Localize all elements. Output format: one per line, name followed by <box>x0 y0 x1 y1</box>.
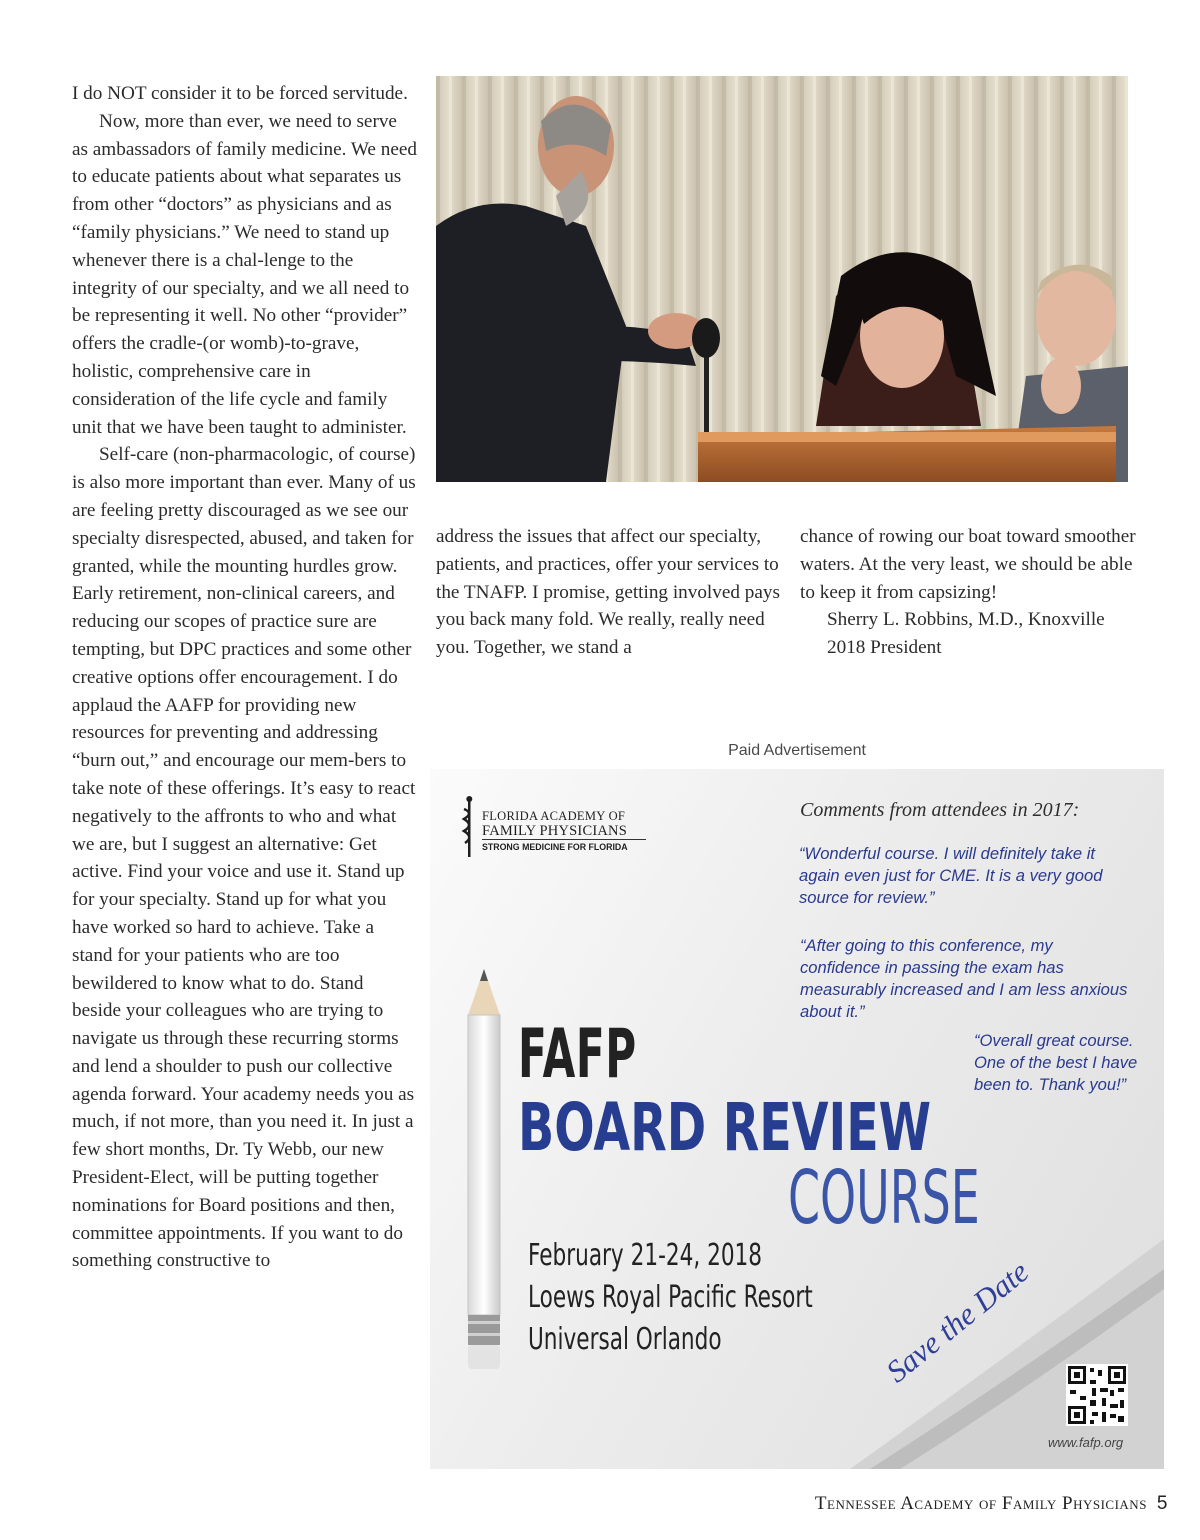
article-middle-column <box>436 523 781 662</box>
article-paragraph: I do NOT consider it to be forced servitude. <box>72 83 408 104</box>
fafp-logo <box>460 793 640 863</box>
publication-name: Tennessee Academy of Family Physicians <box>814 1493 1147 1514</box>
logo-line-2: FAMILY PHYSICIANS <box>482 823 627 839</box>
attendee-quote: “Wonderful course. I will definitely take it again even just for CME. It is a very good source for review.” <box>799 844 1103 907</box>
logo-tagline: STRONG MEDICINE FOR FLORIDA <box>482 842 628 852</box>
article-paragraph: address the issues that affect our specialty, patients, and practices, offer your services to the TNAFP. I promise, getting involved pays you back many fold. We really, really need you. Together, we stand a <box>436 526 780 659</box>
save-the-date-label: Save the Date <box>879 1253 1036 1390</box>
page-number: 5 <box>1156 1493 1168 1514</box>
ad-headline-course: COURSE <box>788 1155 980 1241</box>
qr-code-icon[interactable] <box>1066 1364 1128 1426</box>
fafp-advertisement[interactable] <box>430 769 1164 1469</box>
author-signature: Sherry L. Robbins, M.D., Knoxville <box>827 609 1105 631</box>
article-right-column <box>800 523 1140 662</box>
logo-line-1: FLORIDA ACADEMY OF <box>482 809 626 823</box>
ad-caption: Paid Advertisement <box>728 742 866 759</box>
event-venue: Loews Royal Pacific Resort <box>528 1280 813 1315</box>
pencil-icon <box>454 969 514 1399</box>
ad-headline-board-review: BOARD REVIEW <box>518 1089 932 1166</box>
page-footer <box>815 1493 1168 1515</box>
event-date: February 21-24, 2018 <box>528 1238 763 1273</box>
event-city: Universal Orlando <box>528 1322 722 1357</box>
article-paragraph: Now, more than ever, we need to serve as ambassadors of family medicine. We need to educate patients about what separates us from other “doctors” as physicians and as “family physicians.” We need to stand up whenever there is a chal-lenge to the integrity of our specialty, and we all need to be representing it well. No other “provider” offers the cradle-(or womb)-to-grave, holistic, comprehensive care in consideration of the life cycle and family unit that we have been taught to administer. <box>72 110 417 438</box>
attendee-quote: “Overall great course. One of the best I have been to. Thank you!” <box>974 1031 1138 1094</box>
comments-heading: Comments from attendees in 2017: <box>800 799 1080 821</box>
logo-divider <box>482 839 646 840</box>
ad-website-link[interactable]: www.fafp.org <box>1048 1435 1124 1450</box>
attendee-quote: “After going to this conference, my confidence in passing the exam has measurably increased and I am less anxious about it.” <box>800 936 1128 1021</box>
article-left-column <box>72 80 417 1275</box>
ad-headline-fafp: FAFP <box>518 1015 637 1094</box>
award-ceremony-photo <box>436 76 1128 482</box>
author-title: 2018 President <box>827 637 942 659</box>
article-paragraph: Self-care (non-pharmacologic, of course) is also more important than ever. Many of us are feeling pretty discouraged as we see our specialty disrespected, abused, and taken for granted, while the mounting hurdles grow. Early retirement, non-clinical careers, and reducing our scopes of practice sure are tempting, but DPC practices and some other creative options offer encouragement. I do applaud the AAFP for providing new resources for preventing and addressing “burn out,” and encourage our mem-bers to take note of these offerings. It’s easy to react negatively to the affronts to who and what we are, but I suggest an alternative: Get active. Find your voice and use it. Stand up for your specialty. Stand up for what you have worked so hard to achieve. Take a stand for your patients who are too bewildered to know what to do. Stand beside your colleagues who are trying to navigate us through these recurring storms and lend a shoulder to push our collective agenda forward. Your academy needs you as much, if not more, than you need it. In just a few short months, Dr. Ty Webb, our new President-Elect, will be putting together nominations for Board positions and then, committee appointments. If you want to do something constructive to <box>72 444 416 1272</box>
article-paragraph: chance of rowing our boat toward smoother waters. At the very least, we should be able to keep it from capsizing! <box>800 526 1136 603</box>
caduceus-icon <box>460 795 478 859</box>
